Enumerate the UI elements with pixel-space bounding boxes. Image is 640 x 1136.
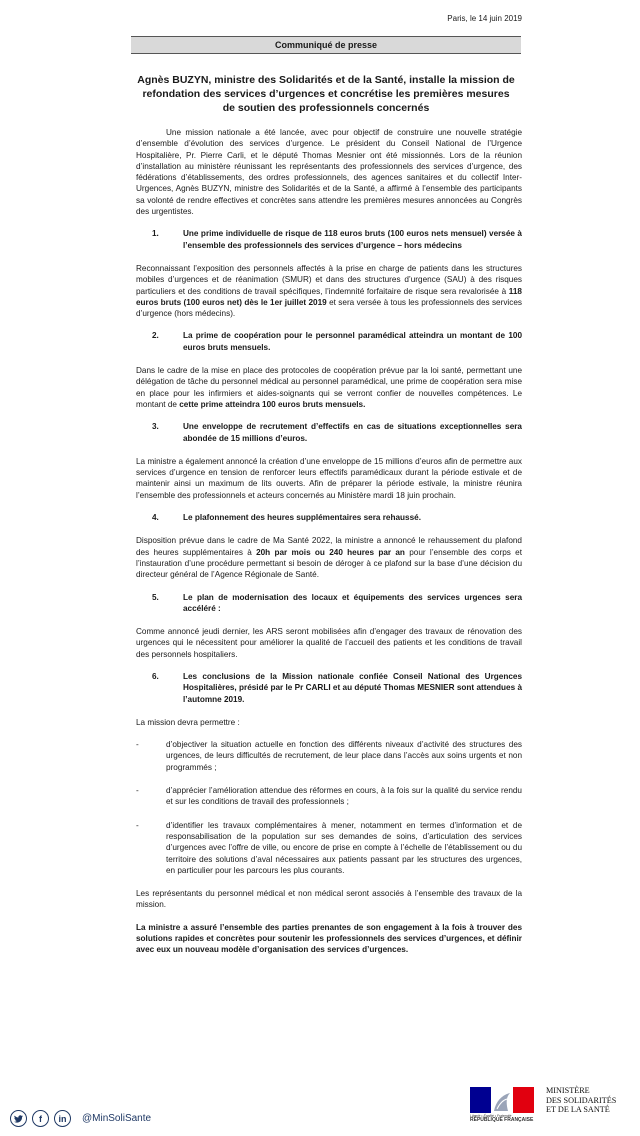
dash-bullet: - [136, 820, 139, 830]
paragraph-text: Reconnaissant l’exposition des personnels affectés à la prise en charge de patients dans les structures mobiles d’urgences et de réanimation (SMUR) et dans des structures d’urgence (SAU) à des risques particuliers et des conditions de travail spécifiques, l’indemnité forfaitaire de risque sera revalorisée à [136, 263, 522, 296]
measure-heading-text: Le plan de modernisation des locaux et équipements des services urgences sera accéléré : [183, 592, 522, 613]
measure-heading-text: La prime de coopération pour le personnel paramédical atteindra un montant de 100 euros bruts mensuels. [183, 331, 522, 352]
measure-2-heading [136, 330, 522, 353]
release-title: Agnès BUZYN, ministre des Solidarités et de la Santé, installe la mission de refondation des services d’urgences et concrétise les premières mesures de soutien des professionnels concernés [137, 74, 515, 114]
measure-number: 5. [152, 592, 159, 602]
objective-text: d’identifier les travaux complémentaires à mener, notamment en termes d’information et de responsabilisation de la population sur ses demandes de soins, d’articulation des services d’urgences avec l’offre de ville, ou encore de prise en compte à l’échelle de l’établissement ou du territoire des solutions d’aval nécessaires aux patients passant par les structures des urgences, en particulier pour les parcours les plus courants. [166, 820, 522, 875]
social-links [10, 1110, 151, 1127]
paragraph-bold: cette prime atteindra 100 euros bruts mensuels. [179, 399, 366, 409]
ministry-line: DES SOLIDARITÉS [546, 1095, 617, 1105]
objective-text: d’objectiver la situation actuelle en fonction des différents niveaux d’activité des structures des urgences, de leurs difficultés de recrutement, de leur place dans l’accès aux soins urgents et non programmés ; [166, 740, 522, 772]
ministry-name [546, 1086, 616, 1115]
measure-6-paragraph: La mission devra permettre : [136, 717, 240, 727]
ministry-line: ET DE LA SANTÉ [546, 1105, 610, 1114]
linkedin-icon[interactable]: in [54, 1110, 71, 1127]
release-body [136, 127, 522, 967]
release-date: Paris, le 14 juin 2019 [447, 14, 522, 23]
measure-3-heading [136, 421, 522, 444]
twitter-icon[interactable] [10, 1110, 27, 1127]
measure-6-heading [136, 671, 522, 705]
measure-heading-text: Une enveloppe de recrutement d’effectifs en cas de situations exceptionnelles sera abondée de 15 millions d’euros. [183, 422, 522, 443]
social-handle[interactable]: @MinSoliSante [82, 1113, 152, 1124]
measure-1-heading [136, 228, 522, 251]
republic-text: RÉPUBLIQUE FRANÇAISE [470, 1117, 534, 1123]
paragraph-text: Dans le cadre de la mise en place des protocoles de coopération prévue par la loi santé, permettant une délégation de tâche du personnel médical au personnel paramédical, une prime de coopération sera mise en place pour les infirmiers et aides-soignants qui se verront confier de nouvelles compétences. Le montant de [136, 366, 522, 409]
intro-paragraph: Une mission nationale a été lancée, avec pour objectif de construire une nouvelle stratégie d’ensemble d’évolution des services d’urgence. Le président du Conseil National de l’Urgence Hospitalière, Pr. Pierre Carli, et le député Thomas Mesnier ont été missionnés. Lors de la réunion d’installation au ministère réunissant les représentants des professionnels des services d’urgence, des fédérations d’établissements, des ordres professionnels, des agences sanitaires et du collectif Inter-Urgences, Agnès BUZYN, ministre des Solidarités et de la Santé, a affirmé à l’ensemble des participants sa volonté de rendre effectives et concrètes sans attendre les premières mesures annoncées au Congrès des urgentistes. [136, 128, 522, 217]
measure-number: 3. [152, 422, 159, 432]
measure-heading-text: Le plafonnement des heures supplémentaires sera rehaussé. [183, 513, 421, 523]
marianne-logo [470, 1087, 534, 1131]
objective-item [136, 820, 522, 876]
measure-heading-text: Une prime individuelle de risque de 118 euros bruts (100 euros nets mensuel) versée à l’ensemble des professionnels des services d’urgence – hors médecins [183, 229, 522, 250]
measure-3-paragraph: La ministre a également annoncé la création d’une enveloppe de 15 millions d’euros afin de permettre aux services d’urgence en tension de renforcer leurs effectifs paramédicaux durant la période estivale et de maintenir ainsi un maximum de lits ouverts. Afin de préparer la période estivale, la ministre réunira l’ensemble des professionnels et acteurs concernés au Ministère mardi 18 juin prochain. [136, 456, 522, 500]
paragraph-text: et sera versée à tous les professionnels des services d’urgence (hors médecins). [136, 297, 522, 319]
facebook-icon[interactable]: f [32, 1110, 49, 1127]
paragraph-text: Disposition prévue dans le cadre de Ma Santé 2022, la ministre a annoncé le rehaussement du plafond des heures supplémentaires à [136, 536, 522, 557]
closing-paragraph: Les représentants du personnel médical et non médical seront associés à l’ensemble des travaux de la mission. [136, 889, 522, 910]
paragraph-text: pour l’ensemble des corps et l’instauration d’une procédure permettant si besoin de déroger à ce plafond sur la base d’une décision du directeur général de l’Agence Régionale de Santé. [136, 547, 522, 580]
objective-text: d’apprécier l’amélioration attendue des réformes en cours, à la fois sur la qualité du service rendu et sur les conditions de travail des professionnels ; [166, 786, 522, 807]
press-release-banner: Communiqué de presse [131, 36, 521, 54]
ministry-line: MINISTÈRE [546, 1086, 590, 1095]
measure-4-heading [136, 512, 522, 523]
objective-item [136, 739, 522, 773]
measure-number: 2. [152, 331, 159, 341]
measure-4-paragraph [136, 535, 522, 580]
dash-bullet: - [136, 740, 139, 750]
measure-2-paragraph [136, 365, 522, 410]
paragraph-bold: 118 euros bruts (100 euros net) dès le 1er juillet 2019 [136, 286, 522, 307]
measure-5-paragraph: Comme annoncé jeudi dernier, les ARS seront mobilisées afin d’engager des travaux de rénovation des urgences qui le nécessitent pour améliorer la qualité de l’accueil des patients et les conditions de travail des personnels hospitaliers. [136, 627, 522, 659]
motto-text: Liberté • Égalité • Fraternité [470, 1114, 512, 1118]
republic-caption [470, 1114, 534, 1122]
measure-1-paragraph [136, 263, 522, 319]
measure-heading-text: Les conclusions de la Mission nationale confiée Conseil National des Urgences Hospitalières, présidé par le Pr CARLI et au député Thomas MESNIER sont attendues à l’automne 2019. [183, 671, 522, 704]
measure-number: 6. [152, 671, 159, 681]
measure-number: 4. [152, 513, 159, 523]
dash-bullet: - [136, 786, 139, 796]
paragraph-bold: 20h par mois ou 240 heures par an [256, 547, 405, 557]
objective-item [136, 785, 522, 808]
measure-number: 1. [152, 229, 159, 239]
final-paragraph: La ministre a assuré l’ensemble des parties prenantes de son engagement à la fois à trouver des solutions rapides et concrètes pour soutenir les professionnels des services d’urgences, et définir avec eux un nouveau modèle d’organisation des services d’urgences. [136, 922, 522, 955]
measure-5-heading [136, 592, 522, 615]
